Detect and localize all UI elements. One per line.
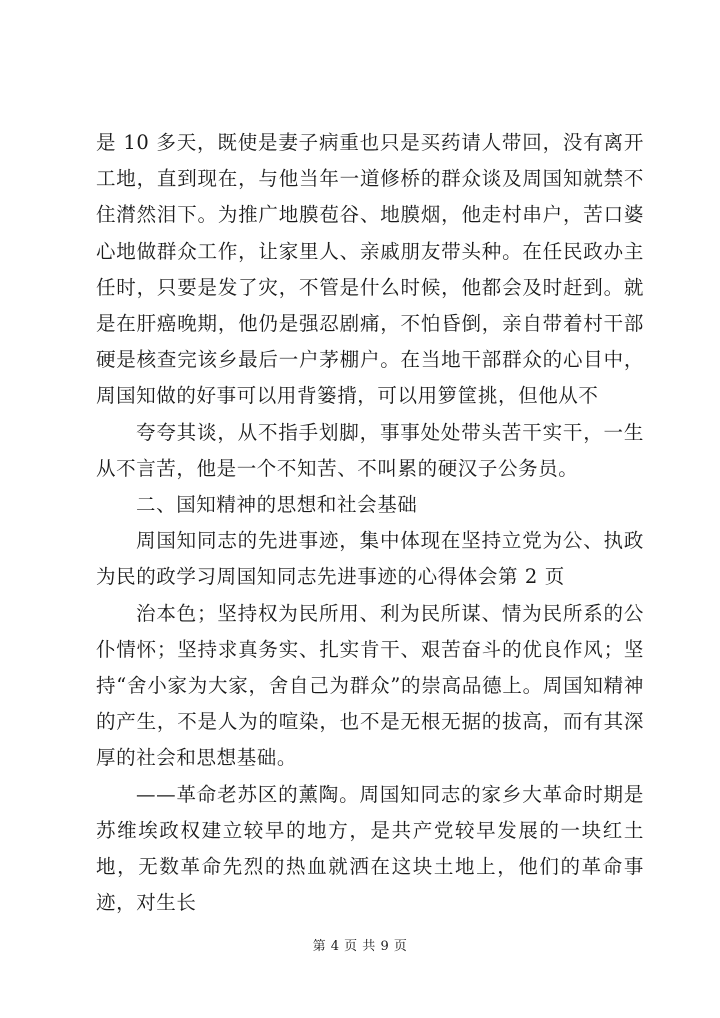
paragraph-5: ——革命老苏区的薰陶。周国知同志的家乡大革命时期是苏维埃政权建立较早的地方，是共产党较早发展的一块红土地，无数革命先烈的热血就洒在这块土地上，他们的革命事迹，对生长 bbox=[96, 782, 644, 915]
paragraph-4: 治本色；坚持权为民所用、利为民所谋、情为民所系的公仆情怀；坚持求真务实、扎实肯干、艰苦奋斗的优良作风；坚持“舍小家为大家，舍自己为群众”的崇高品德上。周国知精神的产生，不是人为的喧染，也不是无根无据的拔高，而有其深厚的社会和思想基础。 bbox=[96, 601, 644, 770]
section-heading: 二、国知精神的思想和社会基础 bbox=[136, 493, 418, 517]
paragraph-3: 周国知同志的先进事迹，集中体现在坚持立党为公、执政为民的政学习周国知同志先进事迹的心得体会第 2 页 bbox=[96, 529, 644, 589]
document-body bbox=[96, 125, 644, 921]
paragraph-1: 是 10 多天，既使是妻子病重也只是买药请人带回，没有离开工地，直到现在，与他当年一道修桥的群众谈及周国知就禁不住潸然泪下。为推广地膜苞谷、地膜烟，他走村串户，苦口婆心地做群众工作，让家里人、亲戚朋友带头种。在任民政办主任时，只要是发了灾，不管是什么时候，他都会及时赶到。就是在肝癌晚期，他仍是强忍剧痛，不怕昏倒，亲自带着村干部硬是核查完该乡最后一户茅棚户。在当地干部群众的心目中，周国知做的好事可以用背篓揹，可以用箩筐挑，但他从不 bbox=[96, 131, 644, 408]
paragraph-2: 夸夸其谈，从不指手划脚，事事处处带头苦干实干，一生从不言苦，他是一个不知苦、不叫累的硬汉子公务员。 bbox=[96, 420, 644, 480]
page-footer: 第 4 页 共 9 页 bbox=[312, 939, 408, 954]
